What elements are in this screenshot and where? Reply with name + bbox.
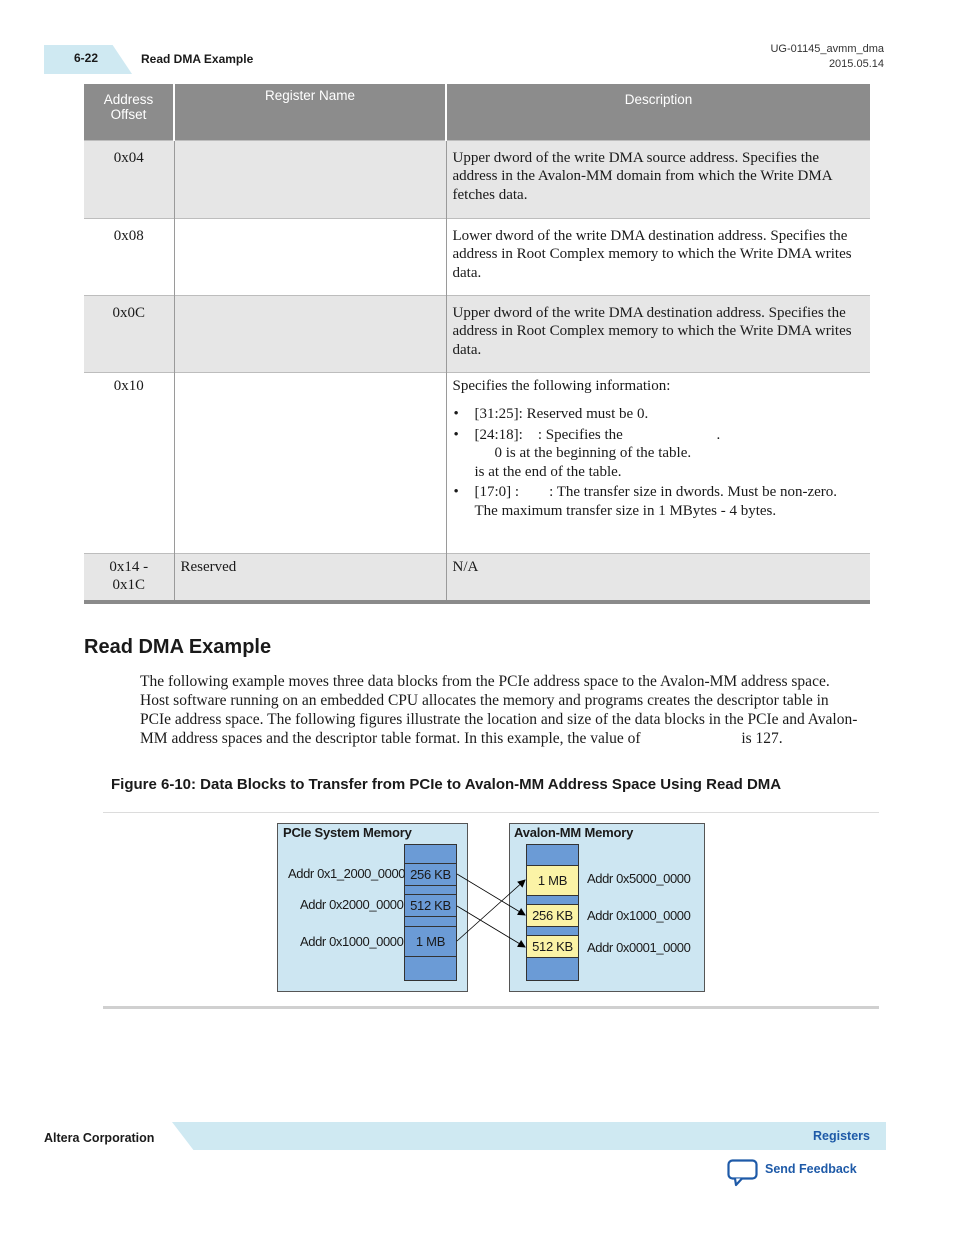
pcie-addr-label: Addr 0x2000_0000 — [300, 897, 404, 912]
avmm-block-256kb: 256 KB — [526, 904, 579, 927]
cell-address: 0x14 - 0x1C — [84, 553, 174, 602]
doc-date: 2015.05.14 — [828, 58, 884, 70]
avmm-addr-label: Addr 0x1000_0000 — [587, 908, 691, 923]
description-intro: Specifies the following information: — [452, 377, 671, 394]
bullet-item: • [31:25]: Reserved must be 0. — [453, 405, 841, 424]
col-header-address: Address Offset — [84, 84, 174, 140]
avmm-addr-label: Addr 0x5000_0000 — [587, 871, 691, 886]
footer-registers-link[interactable]: Registers — [813, 1129, 870, 1143]
footer-company: Altera Corporation — [44, 1131, 155, 1145]
figure-divider-bottom — [103, 1006, 879, 1009]
bullet-line: • [24:18]: : Specifies the . — [474, 426, 721, 443]
cell-register-name: Reserved — [174, 553, 446, 602]
cell-description: Lower dword of the write DMA destination address. Specifies the address in Root Complex memory to which the Write DMA writes data. — [446, 218, 870, 295]
doc-id: UG-01145_avmm_dma — [770, 43, 884, 55]
send-feedback-link[interactable]: Send Feedback — [765, 1162, 857, 1176]
cell-address: 0x04 — [84, 140, 174, 218]
pcie-block-256kb: 256 KB — [404, 863, 457, 886]
speech-bubble-icon[interactable] — [727, 1159, 759, 1187]
cell-address: 0x10 — [84, 372, 174, 553]
pcie-memory-title: PCIe System Memory — [283, 825, 412, 840]
body-paragraph: The following example moves three data blocks from the PCIe address space to the Avalon-MM address space. Host software running on an embedded CPU allocates the memory and programs creates the descriptor table in PCIe address space. The following figures illustrate the location and size of the data blocks in the PCIe and Avalon-MM address spaces and the descriptor table format. In this example, the value of is 127. — [140, 673, 858, 747]
cell-address: 0x08 — [84, 218, 174, 295]
bullet-line: 0 is at the beginning of the table. — [494, 445, 692, 461]
cell-description: N/A — [446, 553, 870, 602]
cell-description: Upper dword of the write DMA destination address. Specifies the address in Root Complex memory to which the Write DMA writes data. — [446, 295, 870, 372]
figure-caption: Figure 6-10: Data Blocks to Transfer from PCIe to Avalon-MM Address Space Using Read DMA — [111, 776, 782, 793]
pcie-addr-label: Addr 0x1_2000_0000 — [288, 866, 406, 881]
avmm-block-1mb: 1 MB — [526, 865, 579, 896]
cell-description: Upper dword of the write DMA source address. Specifies the address in the Avalon-MM domain from which the Write DMA fetches data. — [446, 140, 870, 218]
footer-bar — [172, 1122, 886, 1150]
page-number: 6-22 — [74, 51, 99, 65]
pcie-block-512kb: 512 KB — [404, 894, 457, 917]
section-title-text: Read DMA Example — [84, 636, 272, 658]
header-section-title: Read DMA Example — [141, 52, 254, 66]
pcie-addr-label: Addr 0x1000_0000 — [300, 934, 404, 949]
arrow-1mb — [457, 880, 525, 941]
arrow-512kb — [457, 906, 525, 947]
avmm-block-512kb: 512 KB — [526, 935, 579, 958]
avmm-memory-title: Avalon-MM Memory — [514, 825, 634, 840]
pcie-block-1mb: 1 MB — [404, 926, 457, 957]
col-header-register-name: Register Name — [174, 84, 446, 140]
arrow-256kb — [457, 874, 525, 915]
bullet-line: is at the end of the table. — [474, 463, 622, 480]
bullet-item: • [17:0] : : The transfer size in dwords. Must be non-zero. The maximum transfer size in 1 MBytes - 4 bytes. — [453, 483, 841, 520]
col-header-description: Description — [446, 84, 870, 140]
avmm-addr-label: Addr 0x0001_0000 — [587, 940, 691, 955]
cell-address: 0x0C — [84, 295, 174, 372]
